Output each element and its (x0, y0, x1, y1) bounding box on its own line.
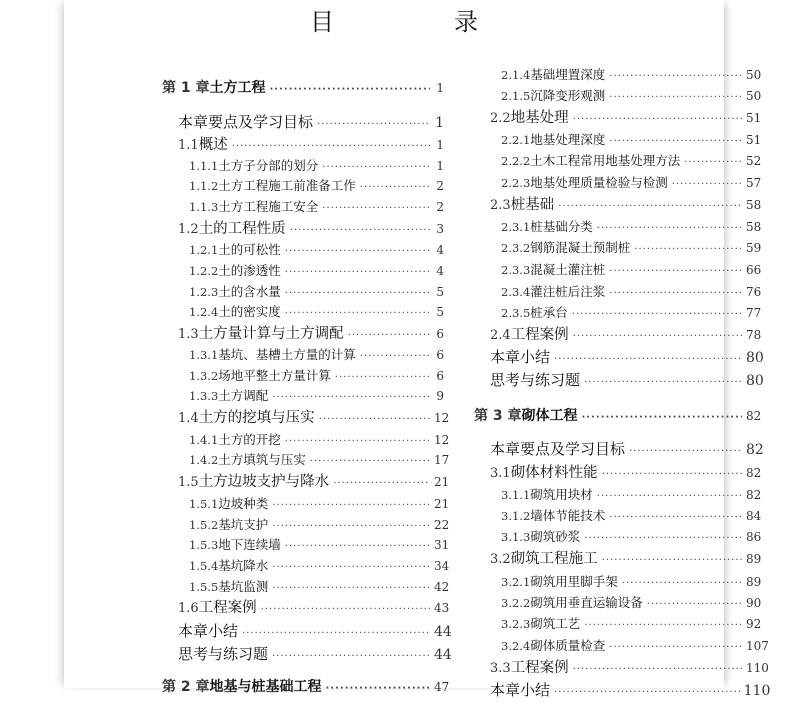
toc-entry[interactable] (162, 494, 450, 514)
toc-entry-title: 土的渗透性 (218, 263, 281, 278)
dot-leader (554, 683, 740, 703)
toc-page-number: 82 (746, 466, 762, 480)
toc-page-number: 89 (746, 575, 762, 589)
toc-page-number: 82 (746, 442, 764, 458)
toc-page-number: 3 (436, 222, 444, 236)
toc-entry-number: 1.1.1 (189, 159, 219, 173)
toc-entry[interactable] (162, 324, 444, 344)
toc-entry-number: 1.5.4 (189, 559, 219, 573)
toc-entry[interactable] (474, 572, 762, 592)
toc-entry[interactable] (162, 176, 444, 196)
dot-leader (572, 305, 742, 325)
toc-entry[interactable] (474, 506, 762, 526)
dot-leader (285, 537, 430, 557)
toc-entry-title: 基坑、基槽土方量的计算 (218, 347, 356, 362)
toc-page-number: 51 (746, 133, 762, 147)
dot-leader (573, 660, 742, 680)
toc-entry[interactable] (474, 325, 762, 345)
toc-page-number: 66 (746, 263, 762, 277)
toc-entry-title: 砌筑用垂直运输设备 (530, 595, 643, 610)
toc-page-number: 5 (436, 305, 444, 319)
toc-page-number: 21 (434, 497, 450, 511)
toc-entry[interactable] (474, 260, 762, 280)
dot-leader (285, 284, 430, 304)
toc-chapter-entry[interactable] (162, 78, 444, 98)
dot-leader (584, 616, 742, 636)
toc-entry[interactable] (474, 370, 764, 390)
toc-page-number: 17 (434, 453, 450, 467)
toc-page-number: 58 (746, 198, 762, 212)
toc-entry[interactable] (474, 485, 762, 505)
toc-entry[interactable] (162, 408, 450, 428)
toc-entry-title: 土方工程施工前准备工作 (218, 178, 356, 193)
toc-entry-number: 1.4 (178, 411, 199, 426)
toc-entry-title: 砌筑工程施工 (510, 551, 598, 567)
toc-entry[interactable] (162, 112, 444, 132)
toc-entry-number: 2.2.3 (501, 176, 531, 190)
toc-entry-title: 土方工程 (209, 80, 266, 96)
toc-page-number: 1 (436, 81, 444, 95)
toc-entry-number: 1.4.2 (189, 453, 219, 467)
toc-entry-title: 土方边坡支护与降水 (198, 474, 330, 490)
toc-entry-title: 土方工程施工安全 (218, 199, 319, 214)
toc-entry-number: 2.3.1 (501, 220, 531, 234)
toc-chapter-entry[interactable] (162, 677, 450, 697)
toc-entry[interactable] (162, 197, 444, 217)
toc-entry[interactable] (474, 593, 762, 613)
toc-page-number: 12 (434, 433, 450, 447)
toc-page-number: 59 (746, 241, 762, 255)
toc-entry-title: 本章小结 (490, 348, 551, 366)
toc-page-number: 2 (436, 179, 444, 193)
toc-entry-title: 沉降变形观测 (530, 88, 606, 103)
toc-entry-title: 土方填筑与压实 (218, 452, 306, 467)
toc-entry-title: 本章小结 (490, 681, 551, 699)
toc-entry-number: 1.2 (178, 222, 199, 237)
dot-leader (317, 115, 430, 135)
toc-entry[interactable] (162, 535, 450, 555)
dot-leader (232, 137, 430, 157)
toc-page-number: 58 (746, 220, 762, 234)
toc-entry-number: 1.6 (178, 601, 199, 616)
toc-page-number: 42 (434, 580, 450, 594)
dot-leader (609, 638, 742, 658)
toc-entry[interactable] (474, 658, 769, 678)
toc-page-number: 50 (746, 89, 762, 103)
toc-entry[interactable] (162, 472, 450, 492)
toc-entry-title: 地基处理质量检验与检测 (530, 175, 668, 190)
toc-page-number: 51 (746, 111, 762, 125)
toc-entry-number: 1.5.1 (189, 497, 219, 511)
toc-entry[interactable] (162, 156, 444, 176)
toc-entry[interactable] (474, 527, 762, 547)
dot-leader (319, 410, 430, 430)
toc-entry-title: 基坑监测 (218, 579, 269, 594)
dot-leader (335, 368, 430, 388)
toc-entry-title: 基坑降水 (218, 558, 269, 573)
toc-entry-number: 3.2 (490, 552, 511, 567)
toc-entry[interactable] (474, 65, 762, 85)
toc-entry[interactable] (474, 238, 762, 258)
toc-entry-title: 砌筑砂浆 (530, 529, 581, 544)
dot-leader (285, 432, 430, 452)
toc-entry[interactable] (162, 345, 444, 365)
toc-page-number: 4 (436, 264, 444, 278)
toc-entry-title: 砌体质量检查 (530, 638, 606, 653)
toc-page-number: 43 (434, 601, 450, 615)
toc-entry[interactable] (162, 366, 444, 386)
dot-leader (597, 219, 742, 239)
toc-entry-number: 1.3.3 (189, 389, 219, 403)
document-page (64, 0, 771, 699)
toc-entry-number: 1.3.2 (189, 369, 219, 383)
dot-leader (272, 388, 430, 408)
toc-page-number: 6 (436, 369, 444, 383)
dot-leader (609, 67, 742, 87)
toc-entry[interactable] (162, 556, 450, 576)
toc-entry[interactable] (474, 217, 762, 237)
toc-entry-title: 土木工程常用地基处理方法 (530, 153, 681, 168)
toc-page-number: 89 (746, 552, 762, 566)
dot-leader (602, 465, 742, 485)
toc-page-number: 47 (434, 680, 450, 694)
toc-entry-number: 2.3 (490, 198, 511, 213)
toc-entry[interactable] (474, 86, 762, 106)
toc-entry[interactable] (162, 282, 444, 302)
toc-entry-number: 2.3.2 (501, 241, 531, 255)
toc-entry-number: 1.1.3 (189, 200, 219, 214)
toc-entry-title: 地基处理 (510, 110, 569, 126)
toc-entry-number: 3.2.2 (501, 596, 531, 610)
toc-page-number: 82 (746, 488, 762, 502)
dot-leader (290, 221, 430, 241)
toc-entry-title: 本章要点及学习目标 (178, 113, 314, 131)
dot-leader (573, 110, 742, 130)
toc-page-number: 50 (746, 68, 762, 82)
toc-entry-title: 工程案例 (198, 600, 257, 616)
toc-entry-title: 土的工程性质 (198, 221, 286, 237)
dot-leader (629, 442, 742, 462)
toc-page-number: 31 (434, 538, 450, 552)
dot-leader (272, 579, 430, 599)
toc-entry[interactable] (474, 463, 762, 483)
toc-entry-title: 场地平整土方量计算 (218, 368, 331, 383)
toc-page-number: 78 (746, 328, 762, 342)
toc-page-number: 110 (743, 683, 771, 699)
toc-entry-title: 土方量计算与土方调配 (198, 326, 344, 342)
toc-entry-title: 砌体工程 (521, 408, 578, 424)
toc-entry-number: 1.1 (178, 138, 199, 153)
toc-chapter-entry[interactable] (474, 406, 762, 426)
toc-entry[interactable] (474, 130, 762, 150)
toc-entry-number: 3.1.1 (501, 488, 531, 502)
toc-entry-title: 桩基础 (510, 197, 555, 213)
toc-page-number: 34 (434, 559, 450, 573)
toc-entry-number: 2.3.4 (501, 285, 531, 299)
dot-leader (609, 88, 742, 108)
toc-entry-number: 3.1.3 (501, 530, 531, 544)
toc-entry[interactable] (474, 636, 769, 656)
dot-leader (360, 178, 430, 198)
toc-entry[interactable] (162, 302, 444, 322)
toc-entry[interactable] (474, 614, 762, 634)
toc-page-number: 2 (436, 200, 444, 214)
toc-entry-title: 砌筑用块材 (530, 487, 593, 502)
toc-page-number: 110 (746, 661, 769, 675)
dot-leader (272, 558, 430, 578)
toc-entry[interactable] (474, 173, 762, 193)
dot-leader (554, 350, 742, 370)
toc-entry-title: 思考与练习题 (178, 645, 269, 663)
dot-leader (597, 487, 742, 507)
dot-leader (584, 529, 742, 549)
toc-entry-title: 桩基础分类 (530, 219, 593, 234)
dot-leader (584, 373, 742, 393)
toc-entry-title: 土方子分部的划分 (218, 158, 319, 173)
toc-entry-title: 砌体材料性能 (510, 465, 598, 481)
toc-entry-number: 3.2.3 (501, 617, 531, 631)
dot-leader (272, 647, 430, 667)
toc-entry-number: 1.2.2 (189, 264, 219, 278)
toc-entry-number: 3.1.2 (501, 509, 531, 523)
dot-leader (326, 679, 431, 699)
toc-entry-title: 地基与桩基础工程 (209, 679, 322, 695)
toc-page-number: 21 (434, 475, 450, 489)
dot-leader (272, 517, 430, 537)
toc-page-number: 1 (435, 115, 444, 131)
dot-leader (272, 496, 430, 516)
dot-leader (573, 327, 742, 347)
toc-entry-number: 1.5.3 (189, 538, 219, 552)
toc-entry-title: 钢筋混凝土预制桩 (530, 240, 631, 255)
toc-entry-title: 本章小结 (178, 622, 239, 640)
toc-entry-number: 1.5 (178, 475, 199, 490)
toc-page-number: 6 (436, 348, 444, 362)
toc-page-number: 1 (436, 159, 444, 173)
toc-entry[interactable] (474, 347, 764, 367)
toc-entry-number: 2.2 (490, 111, 511, 126)
toc-page-number: 80 (746, 373, 764, 389)
toc-entry-number: 1.2.4 (189, 305, 219, 319)
toc-page-number: 107 (746, 639, 769, 653)
dot-leader (360, 347, 430, 367)
dot-leader (672, 175, 742, 195)
toc-entry[interactable] (474, 549, 762, 569)
toc-entry[interactable] (474, 439, 764, 459)
toc-entry-number: 1.2.1 (189, 243, 219, 257)
toc-entry-title: 土方的挖填与压实 (198, 410, 315, 426)
dot-leader (270, 80, 431, 100)
toc-page-number: 90 (746, 596, 762, 610)
dot-leader (285, 263, 430, 283)
toc-entry[interactable] (162, 621, 452, 641)
toc-entry[interactable] (474, 303, 762, 323)
toc-entry-number: 1.5.2 (189, 518, 219, 532)
toc-entry-title: 桩承台 (530, 305, 568, 320)
toc-entry-title: 思考与练习题 (490, 371, 581, 389)
toc-entry-number: 1.3 (178, 327, 199, 342)
toc-entry-number: 2.4 (490, 328, 511, 343)
dot-leader (609, 262, 742, 282)
dot-leader (285, 304, 430, 324)
dot-leader (609, 284, 742, 304)
toc-entry[interactable] (162, 219, 444, 239)
page-title: 目 录 (310, 8, 526, 36)
toc-entry-title: 土方的开挖 (218, 432, 281, 447)
toc-entry[interactable] (474, 108, 762, 128)
toc-entry-title: 土方调配 (218, 388, 269, 403)
toc-entry-number: 1.5.5 (189, 580, 219, 594)
toc-entry[interactable] (474, 282, 762, 302)
toc-page-number: 44 (434, 624, 452, 640)
toc-page-number: 12 (434, 411, 450, 425)
dot-leader (622, 574, 742, 594)
toc-entry-title: 土的含水量 (218, 284, 281, 299)
toc-entry-number: 1.4.1 (189, 433, 219, 447)
toc-entry-number: 3.2.1 (501, 575, 531, 589)
dot-leader (322, 158, 430, 178)
toc-entry-number: 第 1 章 (162, 80, 210, 96)
toc-entry[interactable] (162, 515, 450, 535)
toc-entry[interactable] (474, 680, 771, 700)
toc-entry[interactable] (162, 240, 444, 260)
toc-entry-number: 第 3 章 (474, 408, 522, 424)
toc-entry-title: 土的密实度 (218, 304, 281, 319)
dot-leader (647, 595, 742, 615)
toc-entry[interactable] (162, 430, 450, 450)
toc-entry[interactable] (162, 450, 450, 470)
toc-entry-number: 2.1.4 (501, 68, 531, 82)
toc-page-number: 92 (746, 617, 762, 631)
toc-entry-number: 第 2 章 (162, 679, 210, 695)
toc-page-number: 84 (746, 509, 762, 523)
toc-entry-title: 基础埋置深度 (530, 67, 606, 82)
toc-page-number: 52 (746, 154, 762, 168)
toc-entry-number: 3.3 (490, 661, 511, 676)
toc-entry-title: 工程案例 (510, 327, 569, 343)
toc-entry-title: 概述 (198, 137, 228, 153)
toc-entry[interactable] (162, 598, 450, 618)
toc-entry-title: 地基处理深度 (530, 132, 606, 147)
dot-leader (582, 408, 743, 428)
toc-page-number: 86 (746, 530, 762, 544)
toc-entry-number: 2.3.5 (501, 306, 531, 320)
dot-leader (609, 508, 742, 528)
dot-leader (242, 624, 430, 644)
toc-entry-number: 1.1.2 (189, 179, 219, 193)
toc-page-number: 6 (436, 327, 444, 341)
toc-entry-number: 1.3.1 (189, 348, 219, 362)
toc-entry-title: 基坑支护 (218, 517, 269, 532)
toc-entry-title: 砌筑工艺 (530, 616, 581, 631)
toc-entry[interactable] (162, 135, 444, 155)
toc-entry-title: 砌筑用里脚手架 (530, 574, 618, 589)
toc-page-number: 82 (746, 409, 762, 423)
dot-leader (322, 199, 430, 219)
dot-leader (684, 153, 742, 173)
toc-entry-title: 边坡种类 (218, 496, 269, 511)
toc-entry-title: 地下连续墙 (218, 537, 281, 552)
toc-page-number: 4 (436, 243, 444, 257)
toc-entry-title: 混凝土灌注桩 (530, 262, 606, 277)
toc-entry[interactable] (474, 195, 762, 215)
toc-entry-number: 3.1 (490, 466, 511, 481)
toc-entry-number: 3.2.4 (501, 639, 531, 653)
toc-page-number: 9 (436, 389, 444, 403)
dot-leader (285, 242, 430, 262)
toc-entry-number: 2.3.3 (501, 263, 531, 277)
toc-page-number: 77 (746, 306, 762, 320)
dot-leader (261, 600, 430, 620)
dot-leader (310, 452, 430, 472)
dot-leader (602, 551, 742, 571)
toc-entry-number: 2.1.5 (501, 89, 531, 103)
toc-page-number: 5 (436, 285, 444, 299)
toc-page-number: 76 (746, 285, 762, 299)
toc-entry-number: 2.2.2 (501, 154, 531, 168)
toc-page-number: 22 (434, 518, 450, 532)
toc-entry[interactable] (162, 644, 452, 664)
toc-entry-title: 本章要点及学习目标 (490, 440, 626, 458)
dot-leader (348, 326, 430, 346)
toc-entry-number: 2.2.1 (501, 133, 531, 147)
toc-entry-number: 1.2.3 (189, 285, 219, 299)
toc-entry-title: 土的可松性 (218, 242, 281, 257)
dot-leader (609, 132, 742, 152)
dot-leader (558, 197, 742, 217)
dot-leader (634, 240, 742, 260)
dot-leader (333, 474, 430, 494)
toc-entry-title: 墙体节能技术 (530, 508, 606, 523)
toc-page-number: 57 (746, 176, 762, 190)
toc-page-number: 1 (436, 138, 444, 152)
toc-entry-title: 工程案例 (510, 660, 569, 676)
toc-entry-title: 灌注桩后注浆 (530, 284, 606, 299)
toc-entry[interactable] (474, 151, 762, 171)
toc-page-number: 44 (434, 647, 452, 663)
toc-entry[interactable] (162, 261, 444, 281)
toc-entry[interactable] (162, 577, 450, 597)
toc-page-number: 80 (746, 350, 764, 366)
toc-entry[interactable] (162, 386, 444, 406)
